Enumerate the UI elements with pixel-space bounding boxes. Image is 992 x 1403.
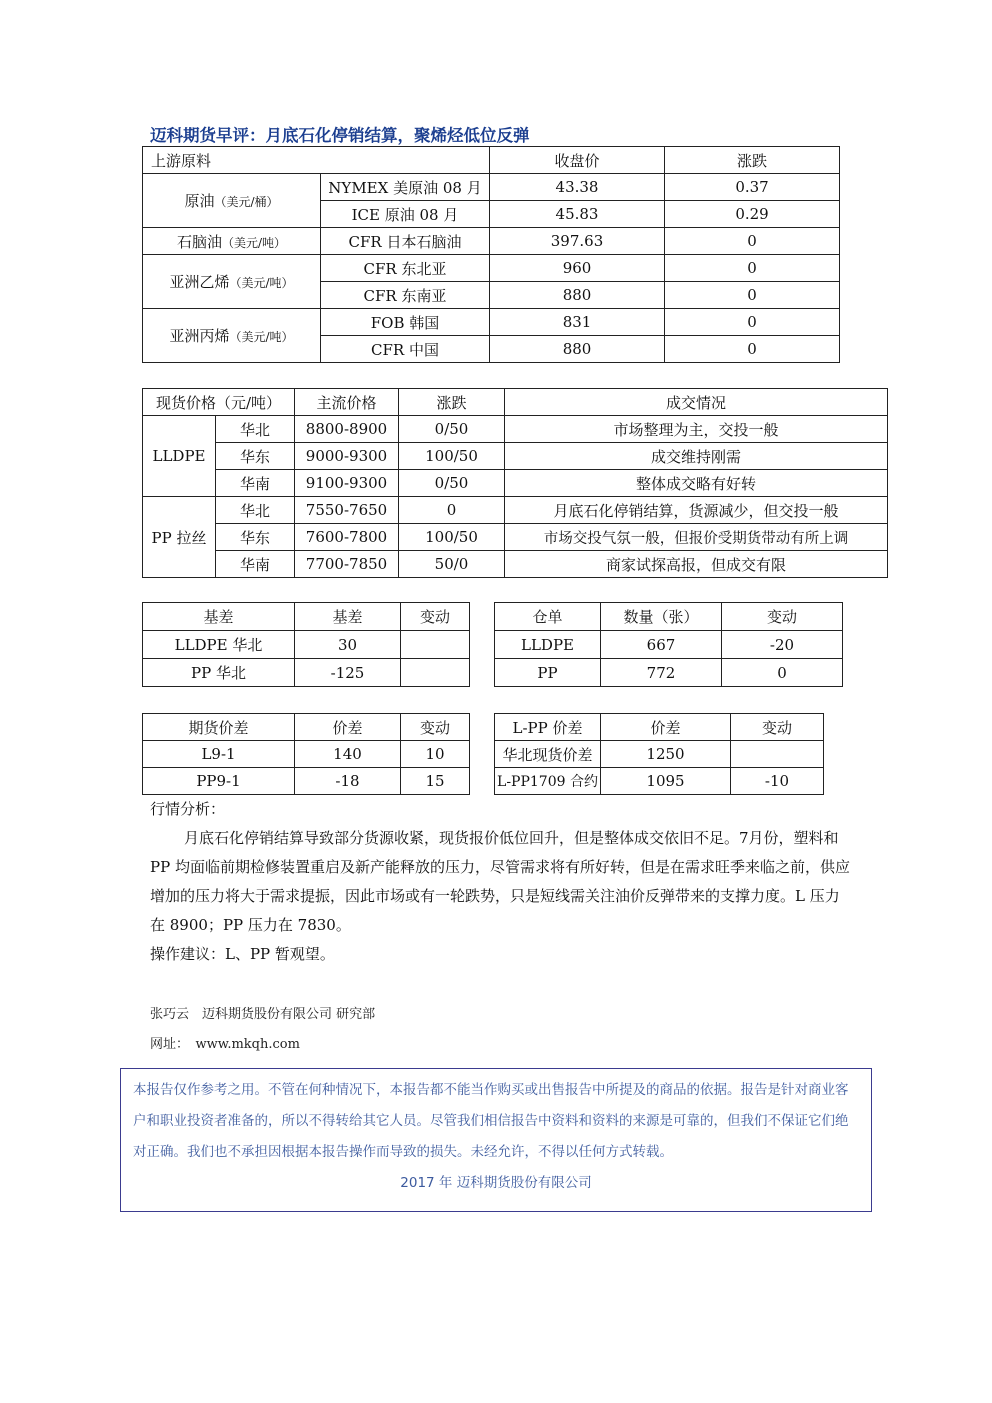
spot-region: 华北 — [216, 416, 295, 443]
disclaimer-footer: 2017 年 迈科期货股份有限公司 — [400, 1175, 592, 1191]
futures-spread-name: L9-1 — [143, 741, 295, 768]
basis-change — [401, 659, 470, 687]
upstream-item: ICE 原油 08 月 — [321, 201, 490, 228]
spot-header-status: 成交情况 — [505, 389, 888, 416]
upstream-item: NYMEX 美原油 08 月 — [321, 174, 490, 201]
upstream-price: 880 — [490, 336, 665, 363]
warrant-name: LLDPE — [495, 631, 601, 659]
lpp-spread-name: 华北现货价差 — [495, 741, 601, 768]
disclaimer-box — [120, 1068, 872, 1212]
spot-region: 华南 — [216, 470, 295, 497]
upstream-item: CFR 日本石脑油 — [321, 228, 490, 255]
futures-spread-change: 10 — [401, 741, 470, 768]
upstream-header-material: 上游原料 — [143, 147, 490, 174]
upstream-price: 43.38 — [490, 174, 665, 201]
spot-status: 商家试探高报，但成交有限 — [505, 551, 888, 578]
upstream-item: CFR 东北亚 — [321, 255, 490, 282]
spot-header-price: 主流价格 — [295, 389, 399, 416]
ethylene-label: 亚洲乙烯（美元/吨） — [143, 255, 321, 309]
basis-table — [142, 602, 470, 687]
upstream-price: 397.63 — [490, 228, 665, 255]
warrant-change: -20 — [722, 631, 843, 659]
warrant-value: 667 — [601, 631, 722, 659]
spot-status: 成交维持刚需 — [505, 443, 888, 470]
spot-status: 市场交投气氛一般，但报价受期货带动有所上调 — [505, 524, 888, 551]
spot-region: 华北 — [216, 497, 295, 524]
basis-value: 30 — [295, 631, 401, 659]
warrant-change: 0 — [722, 659, 843, 687]
naphtha-label: 石脑油（美元/吨） — [143, 228, 321, 255]
basis-name: LLDPE 华北 — [143, 631, 295, 659]
lpp-spread-name: L-PP1709 合约 — [495, 768, 601, 795]
upstream-change: 0 — [665, 282, 840, 309]
spot-header-type: 现货价格（元/吨） — [143, 389, 295, 416]
lpp-spread-header-value: 价差 — [601, 714, 731, 741]
futures-spread-header-value: 价差 — [295, 714, 401, 741]
upstream-change: 0 — [665, 336, 840, 363]
basis-header-value: 基差 — [295, 603, 401, 631]
report-title: 迈科期货早评：月底石化停销结算，聚烯烃低位反弹 — [150, 126, 530, 145]
upstream-item: CFR 东南亚 — [321, 282, 490, 309]
upstream-change: 0 — [665, 255, 840, 282]
spot-status: 市场整理为主，交投一般 — [505, 416, 888, 443]
analysis-body: 月底石化停销结算导致部分货源收紧，现货报价低位回升，但是整体成交依旧不足。7月份，塑料和 PP 均面临前期检修装置重启及新产能释放的压力，尽管需求将有所好转，但是在需求旺季来临之前，供应增加的压力将大于需求提振，因此市场或有一轮跌势，只是短线需关注油价反弹带来的支撑力度。L 压力在 8900；PP 压力在 7830。 — [150, 829, 850, 934]
upstream-change: 0 — [665, 309, 840, 336]
spot-price: 9100-9300 — [295, 470, 399, 497]
futures-spread-header-change: 变动 — [401, 714, 470, 741]
futures-spread-change: 15 — [401, 768, 470, 795]
upstream-change: 0.29 — [665, 201, 840, 228]
warrant-header-change: 变动 — [722, 603, 843, 631]
spot-price: 7600-7800 — [295, 524, 399, 551]
spot-change: 0/50 — [399, 416, 505, 443]
basis-value: -125 — [295, 659, 401, 687]
lldpe-group-label: LLDPE — [143, 416, 216, 497]
spot-change: 0 — [399, 497, 505, 524]
disclaimer-text: 本报告仅作参考之用。不管在何种情况下，本报告都不能当作购买或出售报告中所提及的商品的依据。报告是针对商业客户和职业投资者准备的，所以不得转给其它人员。尽管我们相信报告中资料和资料的来源是可靠的，但我们不保证它们绝对正确。我们也不承担因根据本报告操作而导致的损失。未经允许，不得以任何方式转载。 — [133, 1082, 849, 1160]
website-line: 网址： www.mkqh.com — [150, 1037, 300, 1052]
author-line: 张巧云 迈科期货股份有限公司 研究部 — [150, 1007, 376, 1022]
spot-price: 7550-7650 — [295, 497, 399, 524]
futures-spread-value: -18 — [295, 768, 401, 795]
warrant-header-name: 仓单 — [495, 603, 601, 631]
crude-oil-label: 原油（美元/桶） — [143, 174, 321, 228]
warrant-header-qty: 数量（张） — [601, 603, 722, 631]
spot-status: 月底石化停销结算，货源减少，但交投一般 — [505, 497, 888, 524]
basis-name: PP 华北 — [143, 659, 295, 687]
warrant-name: PP — [495, 659, 601, 687]
upstream-price: 960 — [490, 255, 665, 282]
lpp-spread-change: -10 — [731, 768, 824, 795]
basis-header-name: 基差 — [143, 603, 295, 631]
lpp-spread-value: 1250 — [601, 741, 731, 768]
analysis-heading: 行情分析： — [150, 800, 226, 818]
lpp-spread-value: 1095 — [601, 768, 731, 795]
upstream-header-change: 涨跌 — [665, 147, 840, 174]
spot-price: 7700-7850 — [295, 551, 399, 578]
spot-change: 50/0 — [399, 551, 505, 578]
spot-price: 9000-9300 — [295, 443, 399, 470]
spot-region: 华东 — [216, 524, 295, 551]
futures-spread-value: 140 — [295, 741, 401, 768]
pp-group-label: PP 拉丝 — [143, 497, 216, 578]
upstream-price: 45.83 — [490, 201, 665, 228]
upstream-item: FOB 韩国 — [321, 309, 490, 336]
propylene-label: 亚洲丙烯（美元/吨） — [143, 309, 321, 363]
warrant-table — [494, 602, 843, 687]
spot-change: 100/50 — [399, 443, 505, 470]
spot-region: 华东 — [216, 443, 295, 470]
spot-price-table — [142, 388, 888, 578]
upstream-price: 880 — [490, 282, 665, 309]
lpp-spread-table — [494, 713, 824, 795]
spot-change: 100/50 — [399, 524, 505, 551]
lpp-spread-change — [731, 741, 824, 768]
spot-change: 0/50 — [399, 470, 505, 497]
upstream-table — [142, 146, 840, 363]
basis-header-change: 变动 — [401, 603, 470, 631]
upstream-price: 831 — [490, 309, 665, 336]
futures-spread-header-name: 期货价差 — [143, 714, 295, 741]
warrant-value: 772 — [601, 659, 722, 687]
basis-change — [401, 631, 470, 659]
analysis-advice: 操作建议：L、PP 暂观望。 — [150, 945, 335, 963]
spot-region: 华南 — [216, 551, 295, 578]
upstream-change: 0 — [665, 228, 840, 255]
futures-spread-name: PP9-1 — [143, 768, 295, 795]
spot-header-change: 涨跌 — [399, 389, 505, 416]
spot-price: 8800-8900 — [295, 416, 399, 443]
futures-spread-table — [142, 713, 470, 795]
spot-status: 整体成交略有好转 — [505, 470, 888, 497]
upstream-change: 0.37 — [665, 174, 840, 201]
lpp-spread-header-name: L-PP 价差 — [495, 714, 601, 741]
market-analysis — [150, 795, 850, 969]
lpp-spread-header-change: 变动 — [731, 714, 824, 741]
upstream-header-price: 收盘价 — [490, 147, 665, 174]
upstream-item: CFR 中国 — [321, 336, 490, 363]
